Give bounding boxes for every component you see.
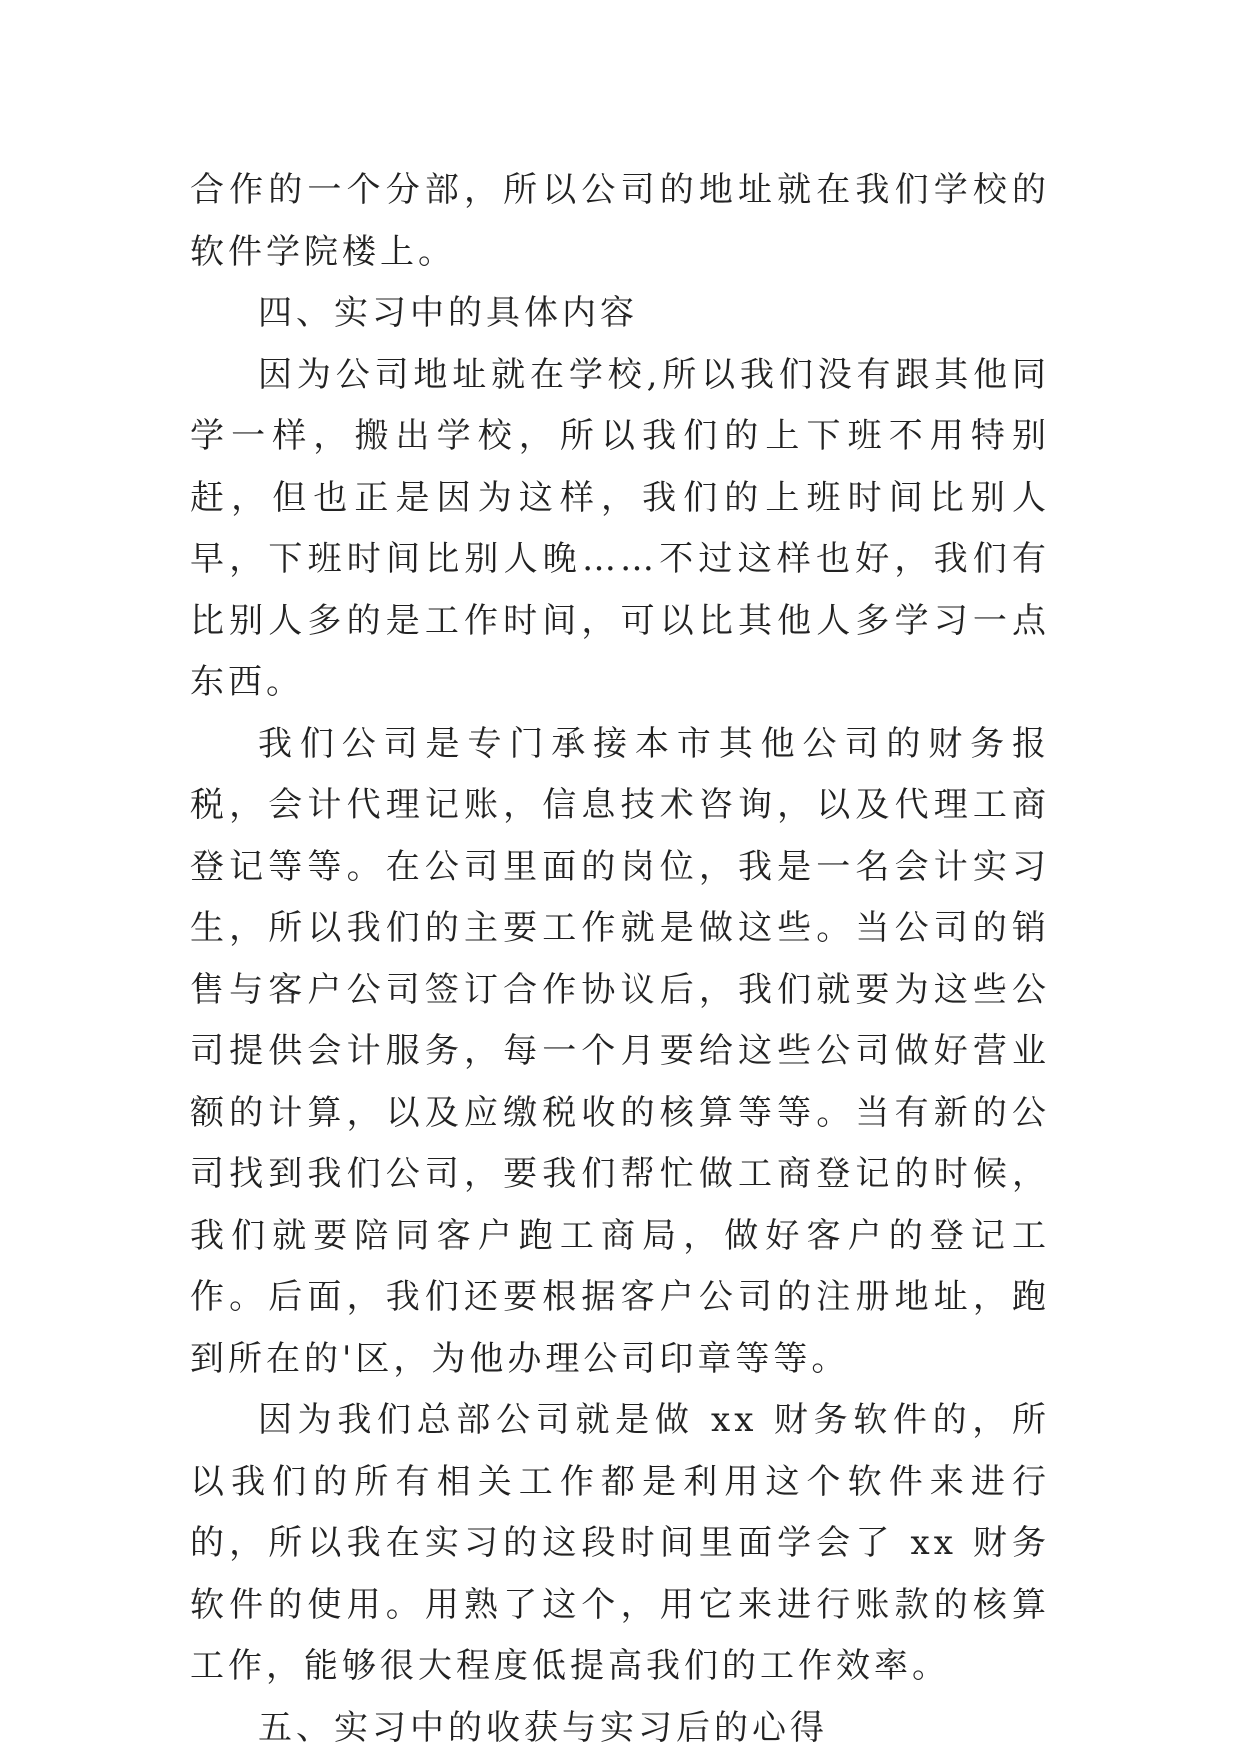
- paragraph-continuation: 合作的一个分部，所以公司的地址就在我们学校的软件学院楼上。: [190, 160, 1050, 283]
- section-heading-4: 四、实习中的具体内容: [190, 283, 1050, 345]
- section-heading-5: 五、实习中的收获与实习后的心得: [190, 1698, 1050, 1759]
- document-body: [190, 160, 1050, 1759]
- paragraph-body: 我们公司是专门承接本市其他公司的财务报税，会计代理记账，信息技术咨询，以及代理工商登记等等。在公司里面的岗位，我是一名会计实习生，所以我们的主要工作就是做这些。当公司的销售与客户公司签订合作协议后，我们就要为这些公司提供会计服务，每一个月要给这些公司做好营业额的计算，以及应缴税收的核算等等。当有新的公司找到我们公司，要我们帮忙做工商登记的时候，我们就要陪同客户跑工商局，做好客户的登记工作。后面，我们还要根据客户公司的注册地址，跑到所在的'区，为他办理公司印章等等。: [190, 714, 1050, 1391]
- paragraph-body: 因为公司地址就在学校,所以我们没有跟其他同学一样，搬出学校，所以我们的上下班不用特别赶，但也正是因为这样，我们的上班时间比别人早，下班时间比别人晚……不过这样也好，我们有比别人多的是工作时间，可以比其他人多学习一点东西。: [190, 345, 1050, 714]
- paragraph-body: 因为我们总部公司就是做 xx 财务软件的，所以我们的所有相关工作都是利用这个软件来进行的，所以我在实习的这段时间里面学会了 xx 财务软件的使用。用熟了这个，用它来进行账款的核算工作，能够很大程度低提高我们的工作效率。: [190, 1390, 1050, 1698]
